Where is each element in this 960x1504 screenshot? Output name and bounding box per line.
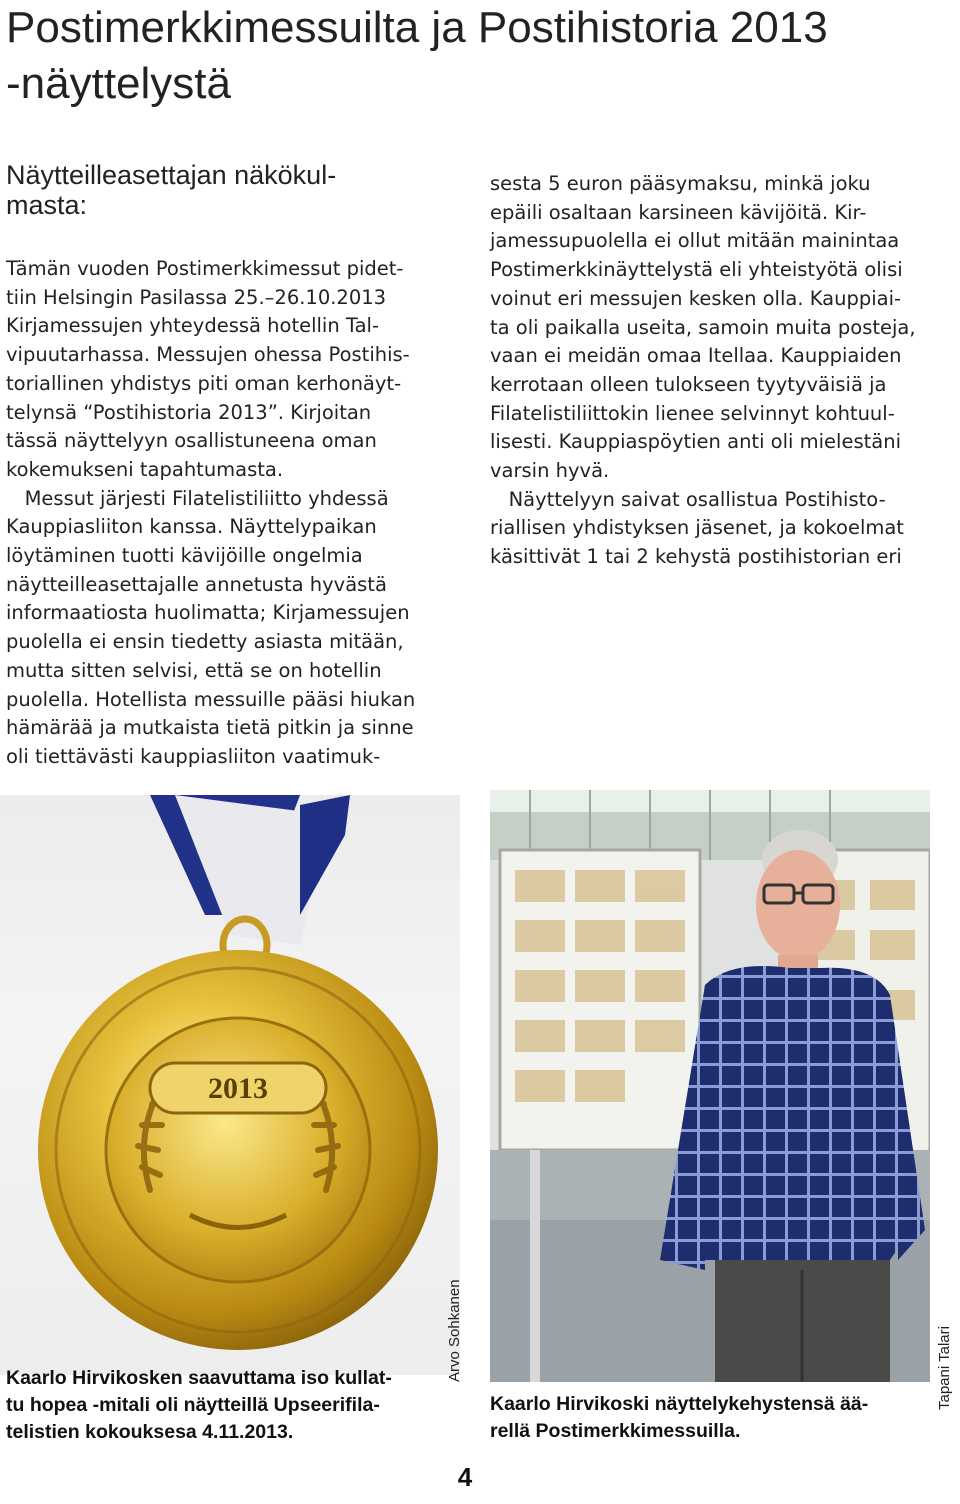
body-line: lisesti. Kauppiaspöytien anti oli mielestäni: [490, 430, 902, 454]
body-line: kerrotaan olleen tulokseen tyytyväisiä ja: [490, 372, 887, 396]
exhibitor-photo: [490, 790, 930, 1382]
article-title-line-1: Postimerkkimessuilta ja Postihistoria 2013: [6, 3, 828, 52]
body-line: toriallinen yhdistys piti oman kerhonäyt-: [6, 371, 402, 395]
medal-year-text: 2013: [208, 1072, 268, 1105]
page-number: 4: [457, 1462, 473, 1492]
body-line: telynsä “Postihistoria 2013”. Kirjoitan: [6, 400, 372, 424]
body-line: informaatiosta huolimatta; Kirjamessujen: [6, 601, 410, 625]
body-line: vaan ei meidän omaa Itellaa. Kauppiaiden: [490, 344, 902, 368]
medal-caption: [6, 1365, 446, 1446]
body-column-left: [6, 255, 466, 772]
body-line: jamessupuolella ei ollut mitään mainintaa: [490, 229, 900, 253]
body-line: Kirjamessujen yhteydessä hotellin Tal-: [6, 314, 379, 338]
body-line: varsin hyvä.: [490, 459, 610, 483]
exhibitor-caption: [490, 1391, 930, 1445]
subheading-line-1: Näytteilleasettajan näkökul-: [6, 160, 337, 190]
body-line: näytteilleasettajalle annetusta hyvästä: [6, 572, 387, 596]
body-line: riallisen yhdistyksen jäsenet, ja kokoelmat: [490, 516, 904, 540]
article-subheading: [6, 160, 466, 220]
subheading-line-2: masta:: [6, 190, 88, 220]
body-line: käsittivät 1 tai 2 kehystä postihistorian eri: [490, 545, 902, 569]
caption-line: rellä Postimerkkimessuilla.: [490, 1420, 741, 1442]
exhibitor-illustration: [490, 790, 930, 1382]
caption-line: Kaarlo Hirvikoski näyttelykehystensä ää-: [490, 1393, 869, 1415]
body-line: sesta 5 euron pääsymaksu, minkä joku: [490, 172, 871, 195]
photo-credit-exhibitor: Tapani Talari: [936, 1326, 953, 1410]
body-line: epäili osaltaan karsineen kävijöitä. Kir-: [490, 200, 867, 224]
article-title: [6, 0, 956, 112]
body-line: puolella. Hotellista messuille pääsi hiukan: [6, 687, 416, 711]
caption-line: Kaarlo Hirvikosken saavuttama iso kullat-: [6, 1367, 392, 1389]
body-line: kokemukseni tapahtumasta.: [6, 457, 284, 481]
body-line: löytäminen tuotti kävijöille ongelmia: [6, 544, 363, 568]
photo-credit-medal: Arvo Sohkanen: [446, 1279, 463, 1382]
body-line: Näyttelyyn saivat osallistua Postihisto-: [490, 487, 886, 511]
body-line: ta oli paikalla useita, samoin muita posteja,: [490, 315, 916, 339]
body-line: tiin Helsingin Pasilassa 25.–26.10.2013: [6, 285, 387, 309]
body-line: voinut eri messujen kesken olla. Kauppiai-: [490, 286, 902, 310]
body-line: tässä näyttelyyn osallistuneena oman: [6, 429, 377, 453]
body-line: oli tiettävästi kauppiasliiton vaatimuk-: [6, 744, 381, 768]
body-column-right: [490, 170, 950, 572]
body-line: Postimerkkinäyttelystä eli yhteistyötä olisi: [490, 258, 903, 282]
body-line: puolella ei ensin tiedetty asiasta mitään,: [6, 630, 404, 654]
body-line: Tämän vuoden Postimerkkimessut pidet-: [6, 257, 404, 280]
body-line: Kauppiasliiton kanssa. Näyttelypaikan: [6, 515, 377, 539]
face: [756, 850, 840, 960]
body-line: Filatelistiliittokin lienee selvinnyt kohtuul-: [490, 401, 895, 425]
caption-line: tu hopea -mitali oli näytteillä Upseerifila-: [6, 1394, 380, 1416]
medal-photo: [0, 795, 460, 1375]
caption-line: telistien kokouksesa 4.11.2013.: [6, 1421, 294, 1443]
plaid-shirt: [695, 966, 910, 1260]
body-line: hämärää ja mutkaista tietä pitkin ja sinne: [6, 716, 414, 740]
body-line: vipuutarhassa. Messujen ohessa Postihis-: [6, 343, 410, 367]
body-line: Messut järjesti Filatelistiliitto yhdessä: [6, 486, 389, 510]
body-line: mutta sitten selvisi, että se on hotellin: [6, 658, 382, 682]
article-title-line-2: -näyttelystä: [6, 59, 231, 108]
medal-illustration: [0, 795, 460, 1375]
